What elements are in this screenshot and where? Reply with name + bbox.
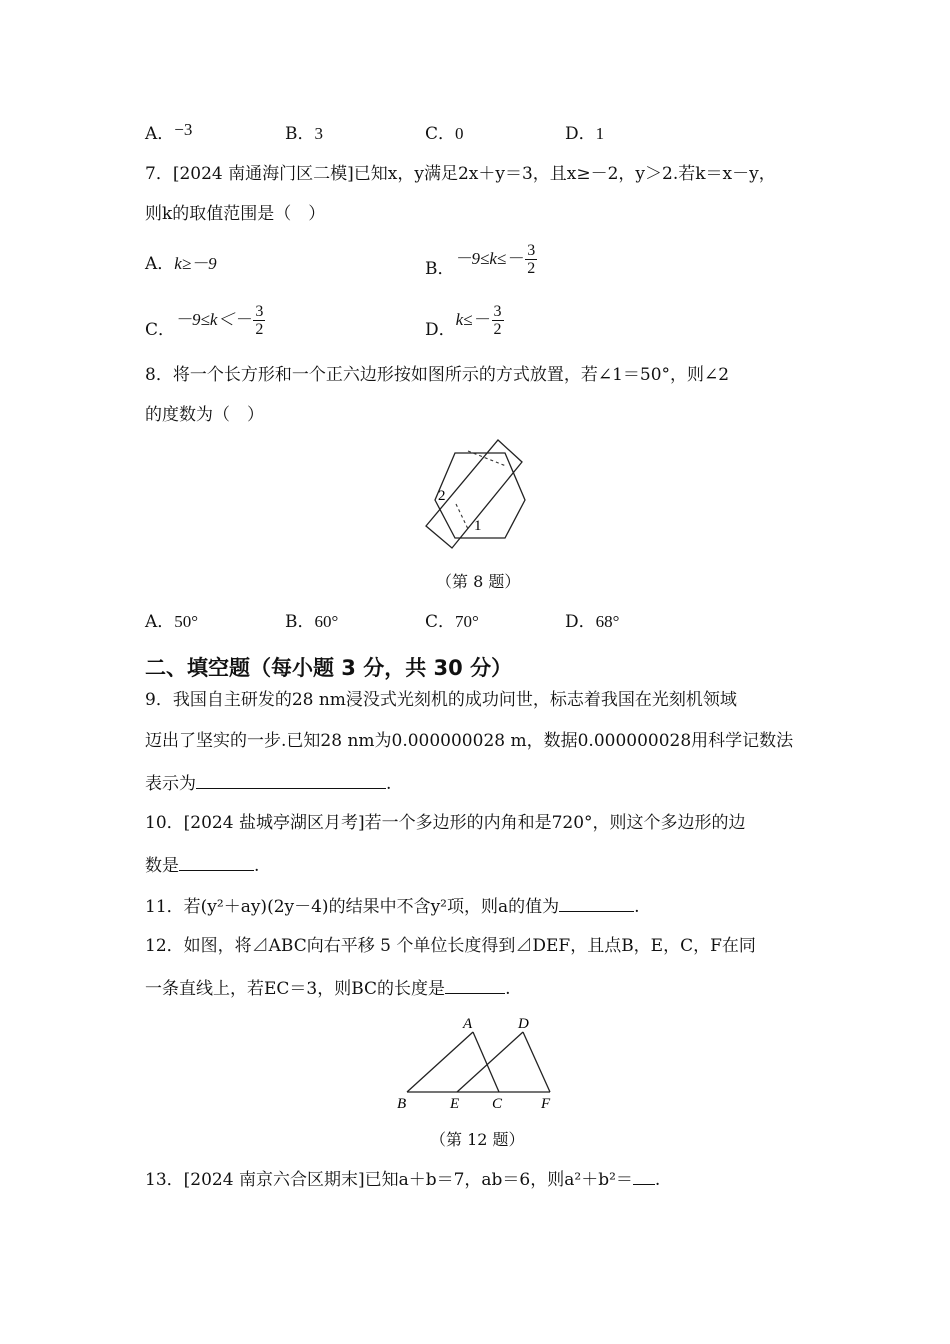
question-number: 13． [145, 1170, 184, 1190]
q9-stem-line1 [145, 688, 737, 712]
fraction-denominator: 2 [493, 321, 502, 338]
fraction-numerator: 3 [527, 242, 536, 259]
sentence-end: . [634, 897, 640, 917]
question-text: 一条直线上，若EC＝3，则BC的长度是 [145, 979, 446, 999]
option-value: 50° [174, 612, 199, 631]
question-text: 数是 [145, 856, 179, 876]
question-text: 如图，将⊿ABC向右平移 5 个单位长度得到⊿DEF，且点B，E，C，F在同 [183, 936, 756, 956]
hidden-edge-dashed [456, 504, 468, 529]
fraction [492, 303, 504, 338]
option-label: B． [425, 259, 455, 279]
point-label-f: F [541, 1096, 551, 1112]
triangle-def-side [457, 1032, 523, 1092]
point-label-d: D [518, 1016, 529, 1032]
q6-option-a [145, 122, 192, 146]
option-value: 3 [314, 124, 323, 143]
answer-blank[interactable] [445, 975, 505, 994]
q7-stem-line1 [145, 162, 776, 186]
option-value: k≤－ [455, 310, 490, 329]
answer-blank[interactable] [633, 1166, 655, 1185]
question-number: 8． [145, 365, 173, 385]
q8-stem-line1 [145, 363, 729, 387]
question-text: 迈出了坚实的一步.已知28 nm为0.000000028 m，数据0.000000028用科学记数法 [145, 731, 794, 751]
question-text: 将一个长方形和一个正六边形按如图所示的方式放置，若∠1＝50°，则∠2 [172, 365, 730, 385]
question-text: 若(y²＋ay)(2y－4)的结果中不含y²项，则a的值为 [183, 897, 560, 917]
point-label-a: A [463, 1016, 473, 1032]
q7-option-a [145, 252, 217, 276]
triangle-abc-side [473, 1032, 499, 1092]
point-label-b: B [397, 1096, 407, 1112]
q6-option-d [565, 122, 604, 146]
question-number: 12． [145, 936, 184, 956]
question-text: 表示为 [145, 774, 196, 794]
option-value: 68° [595, 612, 620, 631]
point-label-e: E [450, 1096, 460, 1112]
q8-option-c [425, 610, 479, 634]
hexagon-rectangle-figure [420, 438, 540, 558]
option-value: −3 [174, 120, 193, 139]
sentence-end: . [505, 979, 511, 999]
sentence-end: . [654, 1170, 661, 1190]
question-source: [2024 盐城亭湖区月考] [183, 813, 365, 833]
answer-blank[interactable] [179, 852, 254, 871]
option-value: 70° [455, 612, 479, 631]
option-value: －9≤k≤－ [454, 249, 524, 268]
option-label: B． [285, 124, 315, 144]
fraction [525, 242, 537, 277]
q9-stem-line2 [145, 729, 793, 753]
fraction [253, 303, 265, 338]
figure-caption: （第 8 题） [436, 572, 521, 591]
q10-stem-line1 [145, 811, 746, 835]
q7-option-b [425, 242, 537, 277]
question-number: 7． [145, 164, 173, 184]
q9-stem-line3 [145, 770, 391, 796]
option-label: A． [145, 612, 175, 632]
angle-label-1: 1 [474, 518, 482, 534]
fraction-denominator: 2 [255, 321, 264, 338]
q8-stem-line2 [145, 403, 264, 427]
question-text: 的度数为（ ） [145, 405, 264, 425]
answer-blank[interactable] [196, 770, 386, 789]
section-title: 二、填空题（每小题 3 分，共 30 分） [145, 656, 513, 680]
question-source: [2024 南通海门区二模] [172, 164, 354, 184]
question-text: 则k的取值范围是（ ） [145, 204, 326, 224]
question-number: 9． [145, 690, 173, 710]
angle-label-2: 2 [438, 488, 446, 504]
option-label: B． [285, 612, 315, 632]
sentence-end: . [386, 774, 392, 794]
option-label: C． [425, 124, 456, 144]
option-value: 1 [595, 124, 605, 143]
sentence-end: . [254, 856, 260, 876]
option-label: A． [145, 124, 175, 144]
question-text: 若一个多边形的内角和是720°，则这个多边形的边 [364, 813, 746, 833]
answer-blank[interactable] [559, 893, 634, 912]
option-value: 60° [314, 612, 339, 631]
triangle-def-side [523, 1032, 550, 1092]
question-number: 10． [145, 813, 184, 833]
q8-option-b [285, 610, 338, 634]
figure-caption: （第 12 题） [430, 1130, 525, 1149]
q7-stem-line2 [145, 202, 325, 226]
option-label: D． [425, 320, 456, 340]
option-label: D． [565, 612, 596, 632]
q6-option-b [285, 122, 323, 146]
option-label: A． [145, 254, 175, 274]
question-text: 已知a＋b＝7，ab＝6，则a²＋b²＝ [364, 1170, 633, 1190]
q8-option-a [145, 610, 198, 634]
option-label: C． [145, 320, 176, 340]
q8-option-d [565, 610, 619, 634]
q7-option-c [145, 303, 265, 338]
q11-stem [145, 893, 640, 919]
fraction-numerator: 3 [255, 303, 264, 320]
option-value: k≥－9 [174, 254, 217, 273]
option-value: －9≤k＜－ [175, 310, 252, 329]
triangle-abc-side [407, 1032, 473, 1092]
question-text: 我国自主研发的28 nm浸没式光刻机的成功问世，标志着我国在光刻机领域 [172, 690, 737, 710]
q10-stem-line2 [145, 852, 259, 878]
translated-triangles-figure [393, 1012, 563, 1112]
question-source: [2024 南京六合区期末] [183, 1170, 365, 1190]
question-text: 已知x，y满足2x＋y＝3，且x≥－2，y＞2.若k＝x－y， [353, 164, 776, 184]
q12-stem-line2 [145, 975, 510, 1001]
fraction-numerator: 3 [493, 303, 502, 320]
q6-option-c [425, 122, 464, 146]
fraction-denominator: 2 [527, 260, 536, 277]
q12-stem-line1 [145, 934, 756, 958]
option-value: 0 [455, 124, 464, 143]
option-label: C． [425, 612, 456, 632]
question-number: 11． [145, 897, 184, 917]
q13-stem [145, 1166, 660, 1192]
q7-option-d [425, 303, 504, 338]
option-label: D． [565, 124, 596, 144]
point-label-c: C [492, 1096, 503, 1112]
